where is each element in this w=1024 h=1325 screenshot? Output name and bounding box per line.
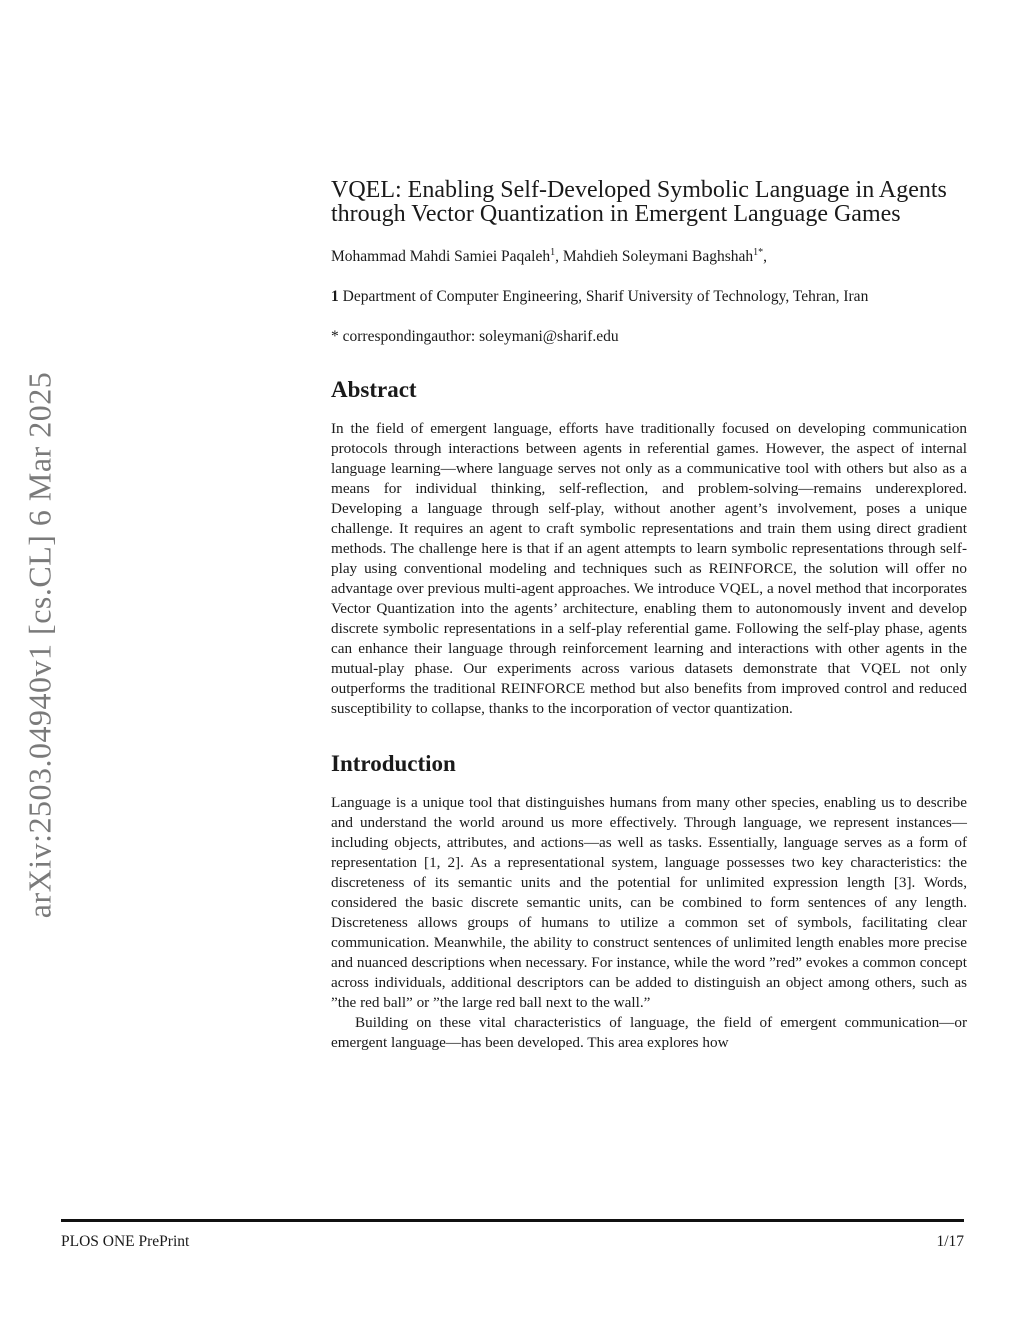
- title-line-1: VQEL: Enabling Self-Developed Symbolic Language in Agents: [331, 177, 947, 203]
- introduction-heading: Introduction: [331, 751, 456, 776]
- abstract-text: In the field of emergent language, efforts have traditionally focused on developing communication protocols through interactions between agents in referential games. However, the aspect of internal language learning—where language serves not only as a communicative tool with others but also as a means for individual thinking, self-reflection, and problem-solving—remains underexplored. Developing a language through self-play, without another agent’s involvement, poses a unique challenge. It requires an agent to craft symbolic representations and train them using direct gradient methods. The challenge here is that if an agent attempts to learn symbolic representations through self-play using conventional modeling and techniques such as REINFORCE, the solution will offer no advantage over previous multi-agent approaches. We introduce VQEL, a novel method that incorporates Vector Quantization into the agents’ architecture, enabling them to autonomously invent and develop discrete symbolic representations in a self-play referential game. Following the self-play phase, agents can enhance their language through reinforcement learning and interactions with other agents in the mutual-play phase. Our experiments across various datasets demonstrate that VQEL not only outperforms the traditional REINFORCE method but also benefits from improved control and reduced susceptibility to collapse, thanks to the incorporation of vector quantization.: [331, 420, 967, 717]
- footer-page-number: 1/17: [936, 1233, 964, 1250]
- arxiv-identifier: arXiv:2503.04940v1 [cs.CL] 6 Mar 2025: [21, 371, 58, 919]
- introduction-paragraph-2: Building on these vital characteristics of language, the field of emergent communication—or emergent language—has been developed. This area explores how: [331, 1014, 967, 1051]
- abstract-heading: Abstract: [331, 377, 417, 402]
- author-name: Mohammad Mahdi Samiei Paqaleh: [331, 248, 551, 265]
- author-list: Mohammad Mahdi Samiei Paqaleh$^1$, Mahdieh Soleymani Baghshah$^{1*}$,: [331, 246, 768, 265]
- footer-divider: [61, 1219, 964, 1222]
- introduction-paragraph-1: Language is a unique tool that distinguishes humans from many other species, enabling us to describe and understand the world around us more effectively. Through language, we represent instances—including objects, attributes, and actions—as well as tasks. Essentially, language serves as a form of representation [1, 2]. As a representational system, language possesses two key characteristics: the discreteness of its semantic units and the potential for unlimited expression length [3]. Words, considered the basic discrete semantic units, can be combined to form sentences of any length. Discreteness allows groups of humans to utilize a common set of symbols, facilitating clear communication. Meanwhile, the ability to construct sentences of unlimited length enables more precise and nuanced descriptions when necessary. For instance, while the word ”red” evokes a common concept across individuals, additional descriptors can be added to distinguish an object among others, such as ”the red ball” or ”the large red ball next to the wall.”: [331, 794, 967, 1011]
- title-line-2: through Vector Quantization in Emergent Language Games: [331, 201, 901, 227]
- corresponding-author: * correspondingauthor: soleymani@sharif.edu: [331, 328, 619, 345]
- author-name: Mahdieh Soleymani Baghshah: [562, 248, 754, 265]
- affiliation-text: Department of Computer Engineering, Sharif University of Technology, Tehran, Iran: [342, 288, 869, 305]
- footer-journal: PLOS ONE PrePrint: [61, 1233, 190, 1250]
- page-content: [331, 178, 967, 1053]
- affiliation: [331, 287, 967, 307]
- author-affiliation-mark: 1*: [753, 246, 764, 258]
- author-affiliation-mark: 1: [550, 246, 556, 258]
- affiliation-number: 1: [331, 288, 339, 305]
- paper-title: [331, 178, 967, 226]
